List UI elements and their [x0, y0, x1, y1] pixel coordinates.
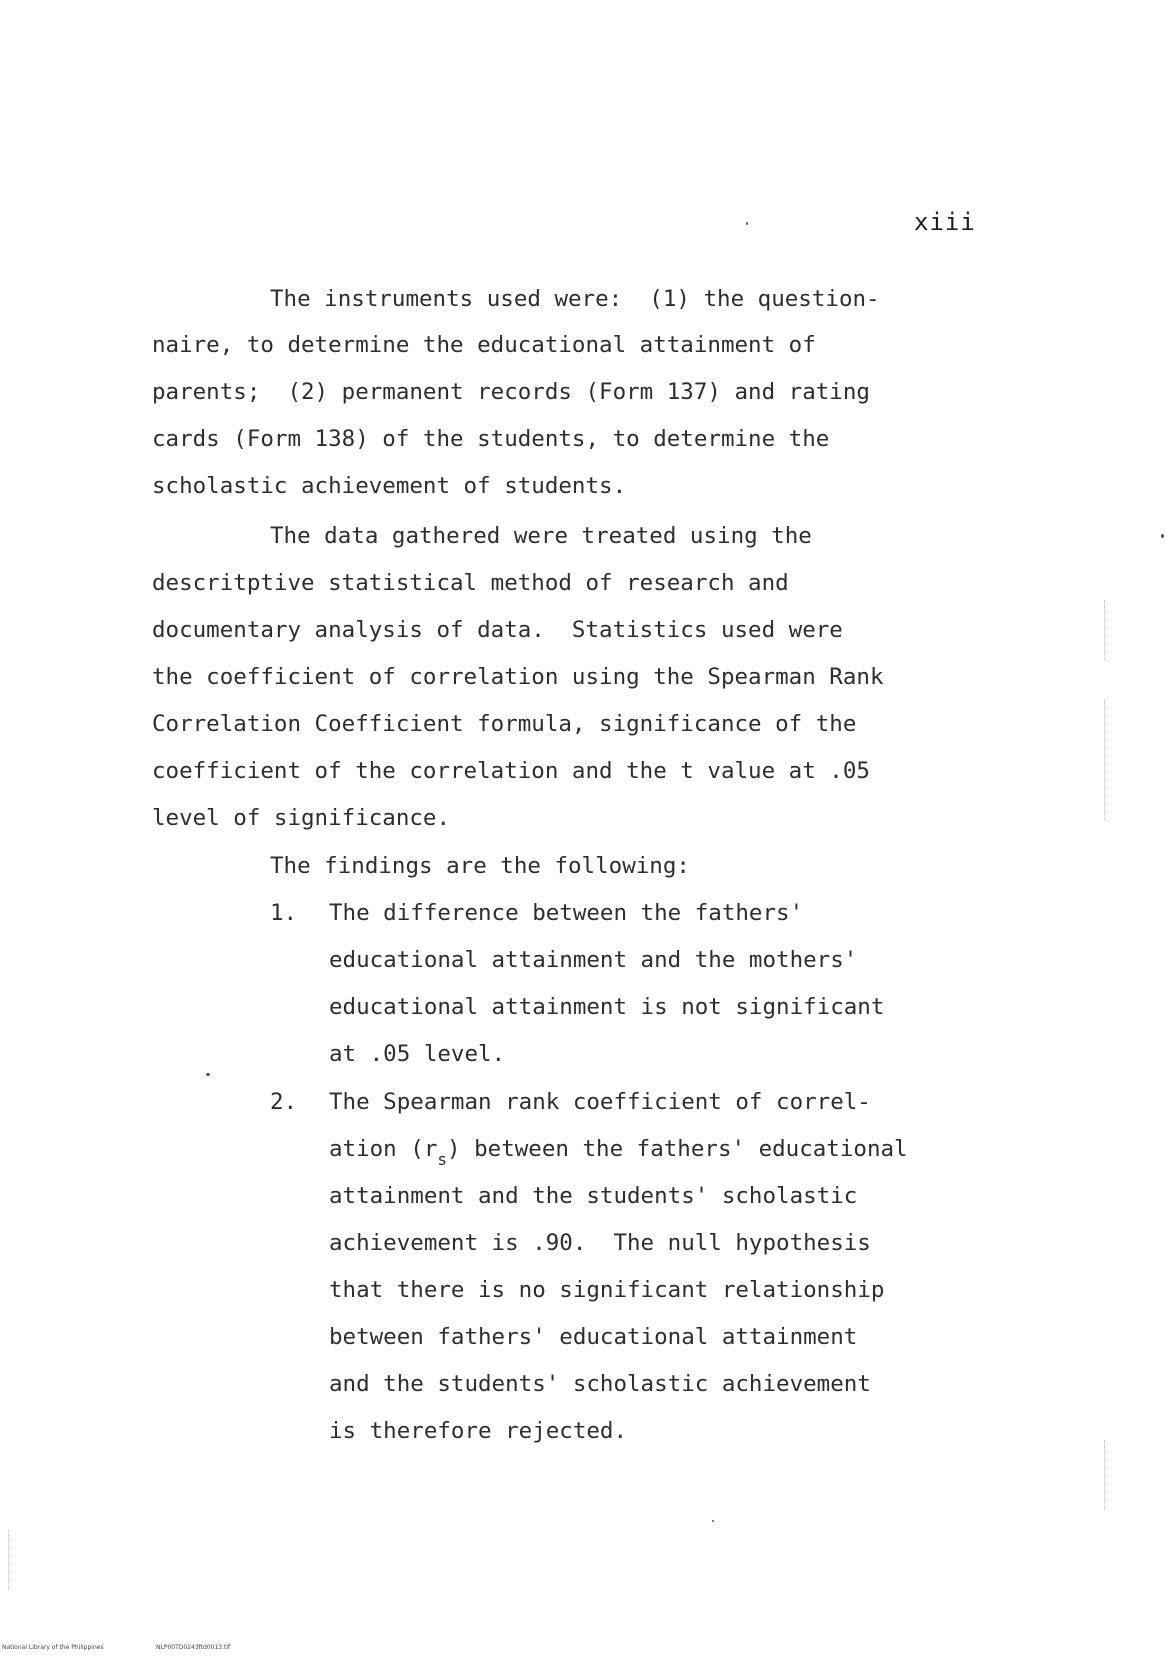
- paragraph1-line-5: scholastic achievement of students.: [152, 473, 627, 499]
- scan-edge-mark: [1104, 600, 1105, 660]
- page-number: xiii: [914, 208, 976, 236]
- rs-subscript: s: [437, 1150, 448, 1169]
- findings-intro: The findings are the following:: [270, 853, 690, 879]
- finding2-line-2-post: ) between the fathers' educational: [447, 1136, 908, 1162]
- finding2-line-8: is therefore rejected.: [329, 1418, 628, 1444]
- scan-speck: [746, 222, 748, 225]
- scan-speck: [206, 1073, 210, 1076]
- finding1-line-3: educational attainment is not significant: [329, 994, 885, 1020]
- finding2-number: 2.: [270, 1089, 298, 1115]
- footer-library: National Library of the Philippines: [2, 1644, 104, 1651]
- paragraph2-line-2: descritptive statistical method of research and: [152, 570, 789, 596]
- paragraph1-line-3: parents; (2) permanent records (Form 137) and rating: [152, 379, 870, 405]
- finding1-number: 1.: [270, 900, 298, 926]
- scan-speck: [1161, 534, 1164, 538]
- finding2-line-7: and the students' scholastic achievement: [329, 1371, 871, 1397]
- paragraph2-line-5: Correlation Coefficient formula, significance of the: [152, 711, 857, 737]
- scan-edge-mark: [1104, 700, 1105, 820]
- finding1-line-4: at .05 level.: [329, 1041, 506, 1067]
- paragraph2-line-7: level of significance.: [152, 805, 451, 831]
- paragraph2-line-1: The data gathered were treated using the: [270, 523, 812, 549]
- scan-edge-mark: [8, 1530, 9, 1590]
- finding2-line-1: The Spearman rank coefficient of correl-: [329, 1089, 871, 1115]
- finding2-line-2: [329, 1134, 908, 1169]
- finding1-line-1: The difference between the fathers': [329, 900, 804, 926]
- scan-edge-mark: [1104, 1440, 1105, 1510]
- finding2-line-6: between fathers' educational attainment: [329, 1324, 858, 1350]
- finding2-line-3: attainment and the students' scholastic: [329, 1183, 858, 1209]
- finding2-line-4: achievement is .90. The null hypothesis: [329, 1230, 871, 1256]
- paragraph2-line-3: documentary analysis of data. Statistics used were: [152, 617, 843, 643]
- paragraph2-line-4: the coefficient of correlation using the Spearman Rank: [152, 664, 884, 690]
- footer-file: NLP00TD0243ftd0013.tif: [156, 1644, 231, 1651]
- paragraph1-line-4: cards (Form 138) of the students, to determine the: [152, 426, 830, 452]
- finding2-line-2-pre: ation (r: [329, 1136, 438, 1162]
- paragraph2-line-6: coefficient of the correlation and the t value at .05: [152, 758, 870, 784]
- finding2-line-5: that there is no significant relationship: [329, 1277, 885, 1303]
- scan-speck: [712, 1520, 714, 1522]
- finding1-line-2: educational attainment and the mothers': [329, 947, 858, 973]
- paragraph1-line-1: The instruments used were: (1) the question-: [270, 286, 880, 312]
- paragraph1-line-2: naire, to determine the educational attainment of: [152, 332, 816, 358]
